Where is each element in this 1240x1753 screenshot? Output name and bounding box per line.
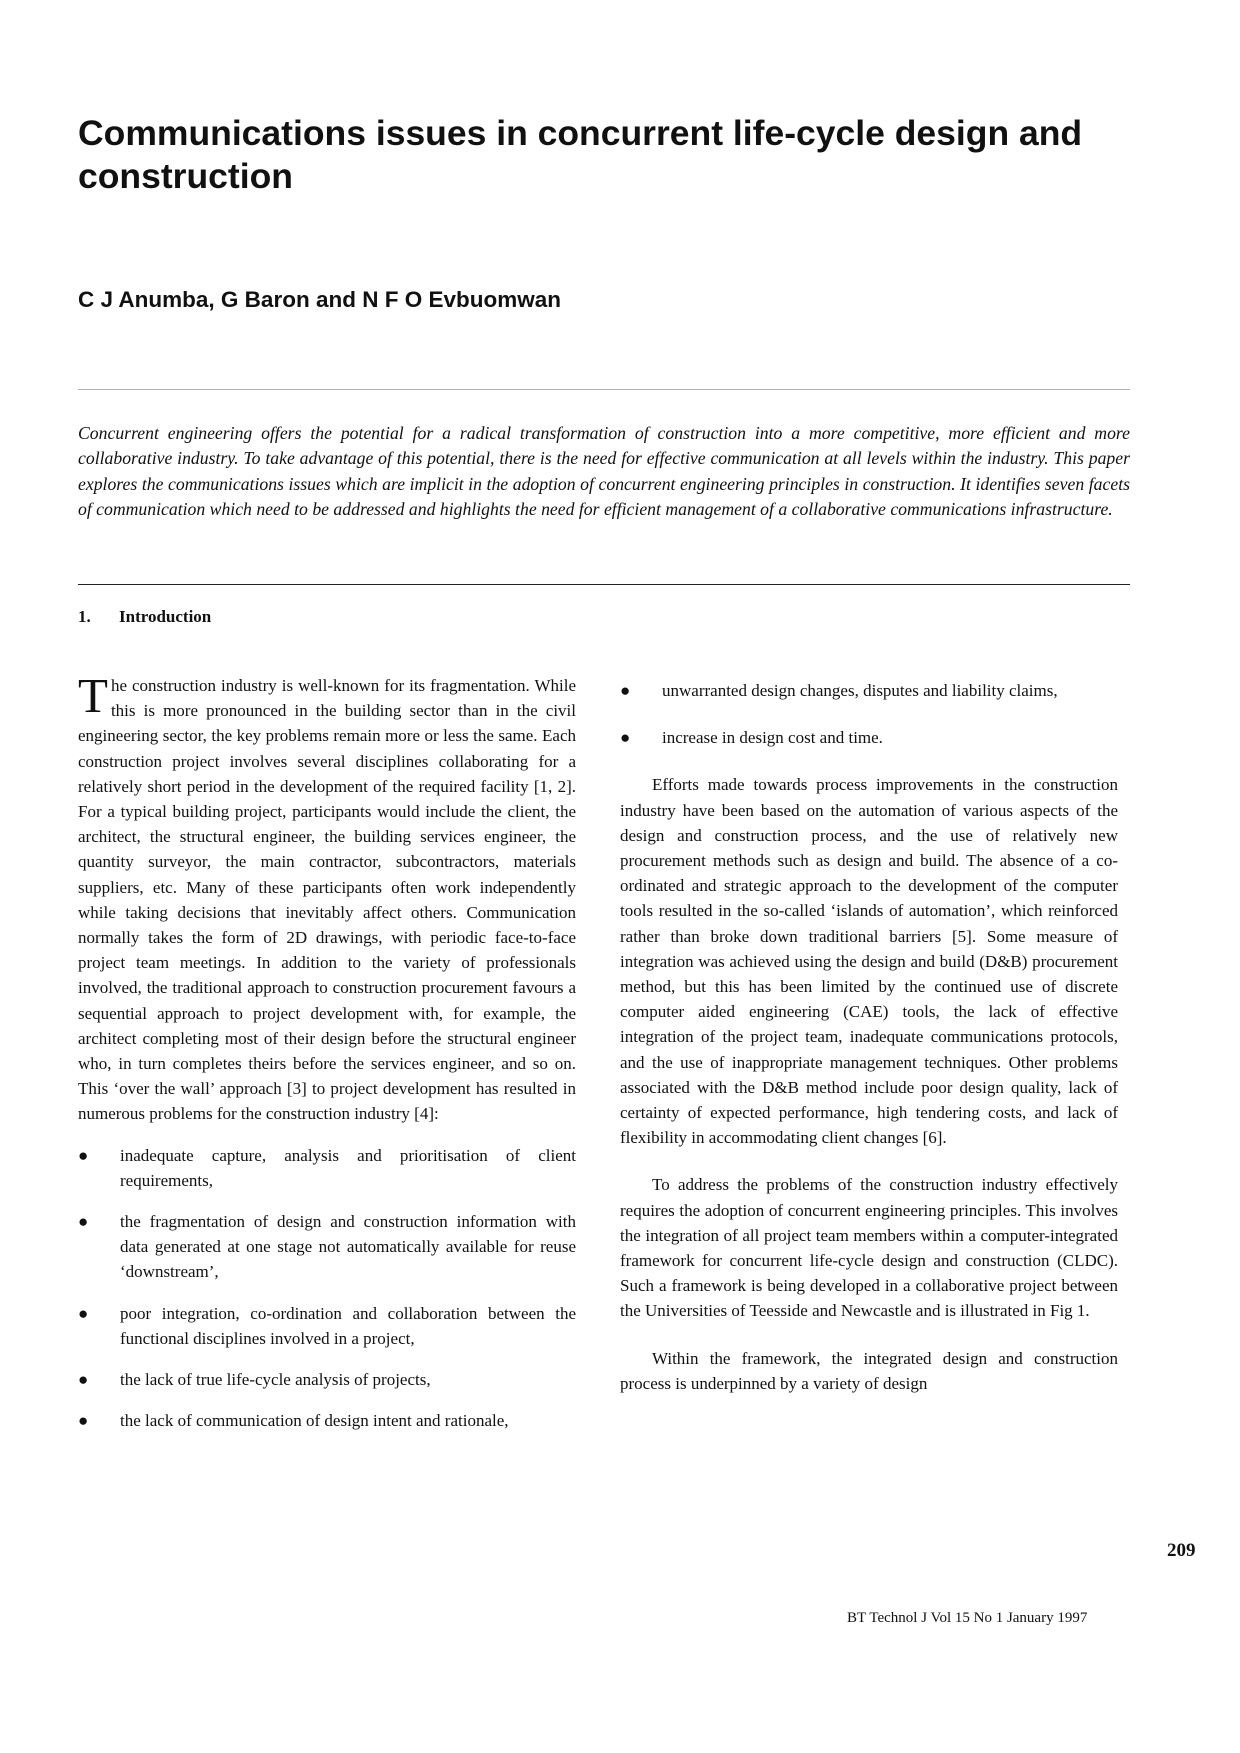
list-item-text: the lack of true life-cycle analysis of projects, bbox=[120, 1370, 431, 1390]
body-paragraph: Efforts made towards process improvements in the construction industry have been based on the automation of various aspects of the design and construction process, and the use of relatively new procurement methods such as design and build. The absence of a co-ordinated and strategic approach to the development of the computer tools resulted in the so-called ‘islands of automation’, which reinforced rather than broke down traditional barriers [5]. Some measure of integration was achieved using the design and build (D&B) procurement method, but this has been limited by the continued use of discrete computer aided engineering (CAE) tools, the lack of effective integration of the project team, inadequate communications protocols, and the use of inappropriate management techniques. Other problems associated with the D&B method include poor design quality, lack of certainty of expected performance, high tendering costs, and lack of flexibility in accommodating client changes [6]. bbox=[620, 775, 1118, 1148]
right-column bbox=[620, 678, 1118, 1396]
bullet-icon: ● bbox=[78, 1145, 89, 1165]
section-number: 1. bbox=[78, 607, 91, 626]
paper-authors: C J Anumba, G Baron and N F O Evbuomwan bbox=[78, 287, 561, 312]
page-number: 209 bbox=[1167, 1540, 1196, 1561]
list-item bbox=[78, 1209, 576, 1285]
bullet-icon: ● bbox=[78, 1411, 89, 1431]
paper-title: Communications issues in concurrent life-cycle design and construction bbox=[78, 113, 1083, 196]
section-heading bbox=[78, 607, 211, 627]
body-paragraph: To address the problems of the construction industry effectively requires the adoption of concurrent engineering principles. This involves the integration of all project team members within a computer-integrated framework for concurrent life-cycle design and construction (CLDC). Such a framework is being developed in a collaborative project between the Universities of Teesside and Newcastle and is illustrated in Fig 1. bbox=[620, 1175, 1118, 1321]
list-item bbox=[620, 725, 1118, 750]
bullet-icon: ● bbox=[620, 681, 631, 700]
journal-footer: BT Technol J Vol 15 No 1 January 1997 bbox=[847, 1610, 1088, 1626]
list-item-text: inadequate capture, analysis and prioritisation of client requirements, bbox=[120, 1145, 576, 1190]
bullet-icon: ● bbox=[620, 728, 631, 748]
header-divider bbox=[78, 389, 1130, 390]
bullet-icon: ● bbox=[78, 1212, 89, 1232]
intro-paragraph: The construction industry is well-known for its fragmentation. While this is more pronounced in the building sector than in the civil engineering sector, the key problems remain more or less the same. Each construction project involves several disciplines collaborating for a relatively short period in the development of the required facility [1, 2]. For a typical building project, participants would include the client, the architect, the structural engineer, the building services engineer, the quantity surveyor, the main contractor, subcontractors, materials suppliers, etc. Many of these participants often work independently while taking decisions that inevitably affect others. Communication normally takes the form of 2D drawings, with periodic face-to-face project team meetings. In addition to the variety of professionals involved, the traditional approach to construction procurement favours a sequential approach to project development with, for example, the architect completing most of their design before the structural engineer who, in turn completes theirs before the services engineer, and so on. This ‘over the wall’ approach [3] to project development has resulted in numerous problems for the construction industry [4]: bbox=[78, 668, 576, 1124]
list-item-text: poor integration, co-ordination and collaboration between the functional disciplines involved in a project, bbox=[120, 1303, 576, 1348]
list-item-text: the fragmentation of design and construction information with data generated at one stage not automatically available for reuse ‘downstream’, bbox=[120, 1212, 576, 1282]
body-paragraph: Within the framework, the integrated design and construction process is underpinned by a variety of design bbox=[620, 1348, 1118, 1393]
list-item bbox=[78, 1408, 576, 1433]
left-column bbox=[78, 668, 576, 1433]
problem-list-continued bbox=[620, 678, 1118, 750]
list-item bbox=[78, 1367, 576, 1392]
bullet-icon: ● bbox=[78, 1370, 89, 1390]
list-item bbox=[620, 678, 1118, 703]
section-title: Introduction bbox=[119, 607, 212, 626]
abstract-divider bbox=[78, 584, 1130, 585]
abstract: Concurrent engineering offers the potential for a radical transformation of construction into a more competitive, more efficient and more collaborative industry. To take advantage of this potential, there is the need for effective communication at all levels within the industry. This paper explores the communications issues which are implicit in the adoption of concurrent engineering principles in construction. It identifies seven facets of communication which need to be addressed and highlights the need for efficient management of a collaborative communications infrastructure. bbox=[78, 423, 1130, 519]
bullet-icon: ● bbox=[78, 1303, 89, 1323]
problem-list bbox=[78, 1143, 576, 1434]
list-item-text: unwarranted design changes, disputes and liability claims, bbox=[662, 681, 1058, 700]
list-item-text: increase in design cost and time. bbox=[662, 728, 883, 748]
list-item-text: the lack of communication of design intent and rationale, bbox=[120, 1411, 509, 1431]
list-item bbox=[78, 1143, 576, 1193]
list-item bbox=[78, 1301, 576, 1351]
